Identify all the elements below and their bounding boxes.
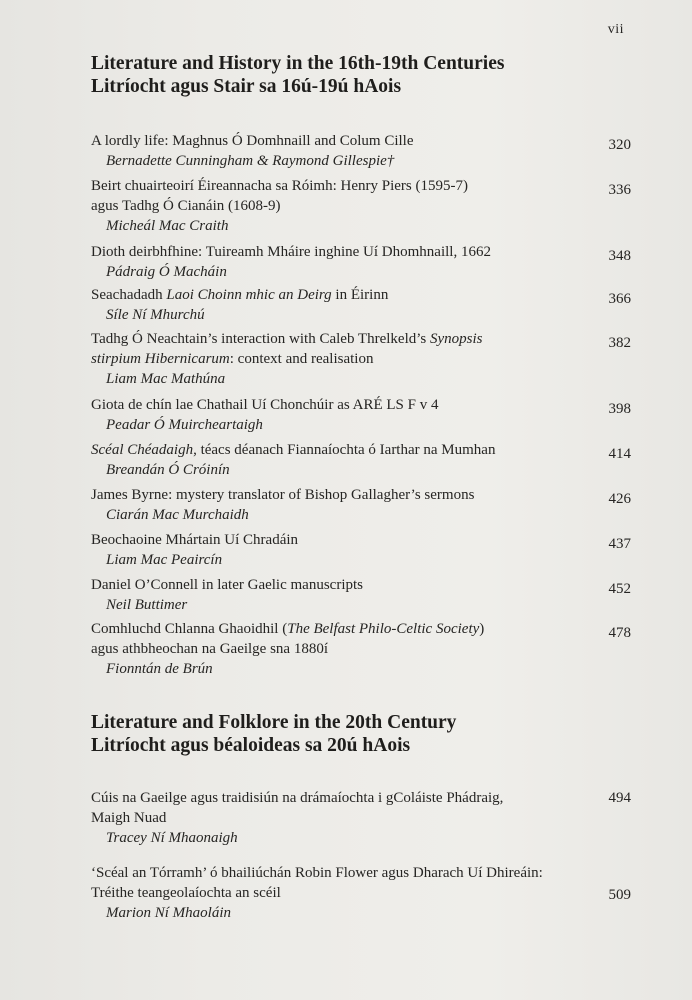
section-heading-english: Literature and History in the 16th-19th Centuries <box>91 53 505 74</box>
toc-entry[interactable] <box>91 329 631 389</box>
entry-author: Neil Buttimer <box>106 597 188 613</box>
entry-page-number: 509 <box>608 887 631 903</box>
entry-title-text: ) <box>479 621 485 637</box>
entry-author: Síle Ní Mhurchú <box>106 307 205 323</box>
entry-author: Micheál Mac Craith <box>106 218 229 234</box>
entry-title <box>91 285 521 305</box>
entry-title-italic: Synopsis <box>430 331 483 347</box>
entry-page-number: 382 <box>608 335 631 351</box>
section-heading-english: Literature and Folklore in the 20th Century <box>91 712 457 733</box>
entry-page-number: 336 <box>608 182 631 198</box>
entry-title-text: in Éirinn <box>331 287 389 303</box>
entry-title-italic: Scéal Chéadaigh <box>91 442 194 458</box>
entry-title-text: , téacs déanach Fiannaíochta ó Iarthar na Mumhan <box>193 442 496 458</box>
section-heading-16th-19th <box>91 52 561 98</box>
entry-title: Dioth deirbhfhine: Tuireamh Mháire inghine Uí Dhomhnaill, 1662 <box>91 244 491 260</box>
entry-page-number: 494 <box>608 790 631 806</box>
toc-entry[interactable] <box>91 575 631 615</box>
entry-author: Breandán Ó Cróinín <box>106 462 230 478</box>
entry-author: Fionntán de Brún <box>106 661 213 677</box>
entry-title-line1: ‘Scéal an Tórramh’ ó bhailiúchán Robin Flower agus Dharach Uí Dhireáin: <box>91 865 543 881</box>
toc-entry[interactable] <box>91 242 631 282</box>
entry-title <box>91 619 531 659</box>
toc-entry[interactable] <box>91 395 631 435</box>
entry-title-line1: Beirt chuairteoirí Éireannacha sa Róimh: Henry Piers (1595-7) <box>91 178 468 194</box>
entry-title: Daniel O’Connell in later Gaelic manuscripts <box>91 577 363 593</box>
toc-entry[interactable] <box>91 176 631 236</box>
entry-title: Giota de chín lae Chathail Uí Chonchúir as ARÉ LS F v 4 <box>91 397 439 413</box>
entry-title-line2: agus Tadhg Ó Cianáin (1608-9) <box>91 198 281 214</box>
entry-page-number: 478 <box>608 625 631 641</box>
entry-author: Ciarán Mac Murchaidh <box>106 507 249 523</box>
entry-page-number: 366 <box>608 291 631 307</box>
entry-title: A lordly life: Maghnus Ó Domhnaill and Colum Cille <box>91 133 414 149</box>
entry-title: James Byrne: mystery translator of Bishop Gallagher’s sermons <box>91 487 475 503</box>
entry-title <box>91 788 531 828</box>
entry-page-number: 398 <box>608 401 631 417</box>
section-heading-irish: Litríocht agus Stair sa 16ú-19ú hAois <box>91 76 402 97</box>
toc-entry[interactable] <box>91 485 631 525</box>
toc-entry[interactable] <box>91 863 631 923</box>
entry-title <box>91 440 521 460</box>
entry-page-number: 426 <box>608 491 631 507</box>
entry-title-text: Tadhg Ó Neachtain’s interaction with Caleb Threlkeld’s <box>91 331 430 347</box>
entry-title <box>91 176 531 216</box>
section-heading-irish: Litríocht agus béaloideas sa 20ú hAois <box>91 735 411 756</box>
entry-title <box>91 863 571 903</box>
entry-page-number: 452 <box>608 581 631 597</box>
entry-title-line2: Tréithe teangeolaíochta an scéil <box>91 885 281 901</box>
toc-entry[interactable] <box>91 619 631 679</box>
entry-title-text: Comhluchd Chlanna Ghaoidhil ( <box>91 621 288 637</box>
entry-author: Peadar Ó Muircheartaigh <box>106 417 263 433</box>
entry-title-text: Seachadadh <box>91 287 167 303</box>
entry-title <box>91 329 531 369</box>
entry-title: Beochaoine Mhártain Uí Chradáin <box>91 532 299 548</box>
entry-page-number: 348 <box>608 248 631 264</box>
toc-entry[interactable] <box>91 440 631 480</box>
entry-author: Bernadette Cunningham & Raymond Gillespie† <box>106 153 395 169</box>
entry-title-line2: Maigh Nuad <box>91 810 167 826</box>
section-heading-20th <box>91 711 561 757</box>
entry-page-number: 320 <box>608 137 631 153</box>
toc-entry[interactable] <box>91 285 631 325</box>
entry-title-italic: Laoi Choinn mhic an Deirg <box>166 287 332 303</box>
entry-title-italic: The Belfast Philo-Celtic Society <box>287 621 480 637</box>
entry-author: Liam Mac Peaircín <box>106 552 223 568</box>
entry-title-text: : context and realisation <box>229 351 374 367</box>
page-number: vii <box>607 22 624 37</box>
entry-author: Liam Mac Mathúna <box>106 371 226 387</box>
entry-author: Tracey Ní Mhaonaigh <box>106 830 238 846</box>
entry-title-italic: stirpium Hibernicarum <box>91 351 230 367</box>
toc-entry[interactable] <box>91 788 631 848</box>
entry-title-line2: agus athbheochan na Gaeilge sna 1880í <box>91 641 329 657</box>
entry-title-line1: Cúis na Gaeilge agus traidisiún na drámaíochta i gColáiste Phádraig, <box>91 790 504 806</box>
toc-entry[interactable] <box>91 131 631 171</box>
entry-author: Pádraig Ó Macháin <box>106 264 227 280</box>
toc-entry[interactable] <box>91 530 631 570</box>
entry-author: Marion Ní Mhaoláin <box>106 905 232 921</box>
entry-page-number: 414 <box>608 446 631 462</box>
entry-page-number: 437 <box>608 536 631 552</box>
